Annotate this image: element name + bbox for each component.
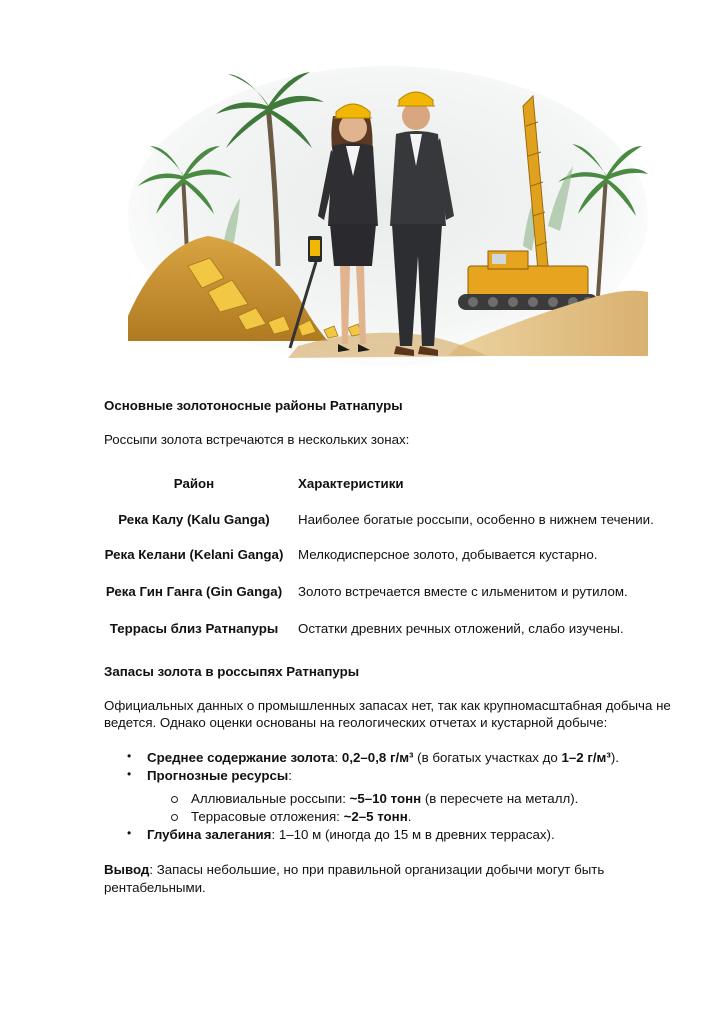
sub-bullet-value: ~2–5 тонн [343,809,408,824]
bullet-text: : 1–10 м (иногда до 15 м в древних террасах). [271,827,555,842]
sub-bullet-text: Террасовые отложения: [191,809,344,824]
table-cell-desc: Остатки древних речных отложений, слабо изучены. [298,621,624,636]
sub-bullet-alluvial [191,790,578,808]
bullet-item-resources [147,767,292,785]
bullet-label: Прогнозные ресурсы [147,768,289,783]
table-cell-region: Река Келани (Kelani Ganga) [104,547,284,562]
sub-bullet-text: . [407,809,412,824]
table-cell-desc: Золото встречается вместе с ильменитом и рутилом. [298,584,628,599]
bullet-text: : [288,768,292,783]
table-cell-desc: Наиболее богатые россыпи, особенно в нижнем течении. [298,512,654,527]
table-cell-region: Река Калу (Kalu Ganga) [118,512,270,527]
sub-bullet-text: Аллювиальные россыпи: [191,791,350,806]
bullet-dot: • [127,749,132,763]
bullet-dot: • [127,767,132,781]
section-heading-regions: Основные золотоносные районы Ратнапуры [104,398,403,413]
bullet-dot: • [127,826,132,840]
sub-bullet-value: ~5–10 тонн [349,791,422,806]
conclusion [104,861,604,879]
bullet-text: (в богатых участках до [413,750,562,765]
hero-illustration [128,66,648,366]
table-cell-region: Террасы близ Ратнапуры [109,621,279,636]
table-cell-desc: Мелкодисперсное золото, добывается кустарно. [298,547,598,562]
bullet-text: ). [610,750,619,765]
paragraph-line: ведется. Однако оценки основаны на геологических отчетах и кустарной добыче: [104,715,608,730]
conclusion-text: рентабельными. [104,880,206,895]
sub-bullet-circle [171,814,178,821]
conclusion-text: : Запасы небольшие, но при правильной организации добычи могут быть [149,862,605,877]
sub-bullet-circle [171,796,178,803]
paragraph-line: Официальных данных о промышленных запасах нет, так как крупномасштабная добыча не [104,698,671,713]
bullet-item-avg-content [147,749,619,767]
table-header-characteristics: Характеристики [298,476,404,491]
intro-text: Россыпи золота встречаются в нескольких зонах: [104,432,410,447]
section-heading-reserves: Запасы золота в россыпях Ратнапуры [104,664,360,679]
table-header-region: Район [173,476,215,491]
bullet-value: 1–2 г/м³ [561,750,611,765]
conclusion-label: Вывод [104,862,150,877]
bullet-item-depth [147,826,555,844]
sub-bullet-text: (в пересчете на металл). [421,791,579,806]
table-cell-region: Река Гин Ганга (Gin Ganga) [105,584,283,599]
bullet-label: Среднее содержание золота [147,750,335,765]
bullet-label: Глубина залегания [147,827,272,842]
bullet-value: 0,2–0,8 г/м³ [341,750,414,765]
sub-bullet-terrace [191,808,411,826]
bullet-sep: : [334,750,342,765]
